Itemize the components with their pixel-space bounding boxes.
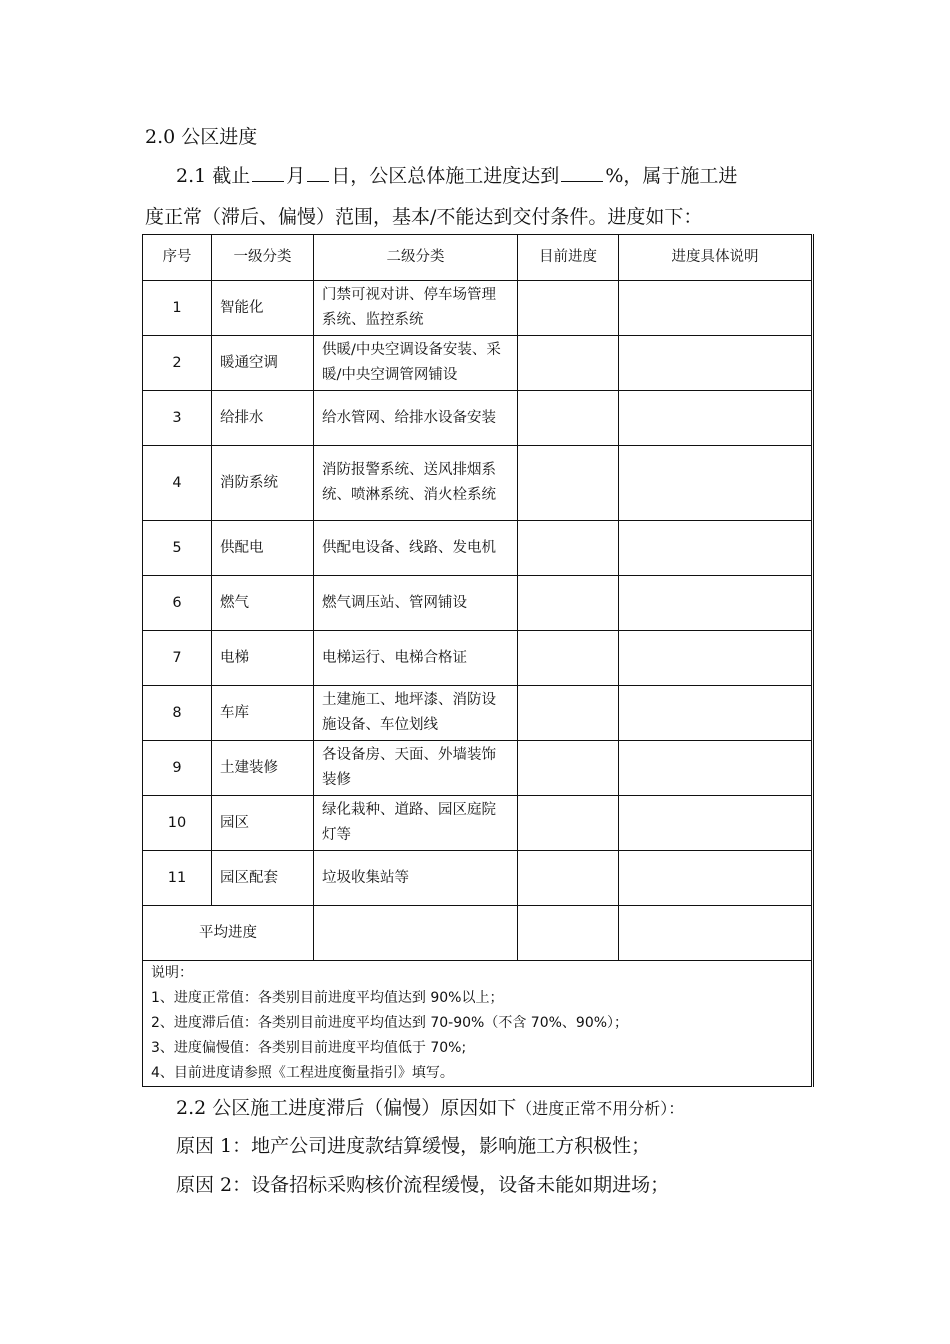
progress-cell[interactable] (518, 851, 619, 906)
paragraph-2-1-line-2: 度正常（滞后、偏慢）范围，基本/不能达到交付条件。进度如下： (145, 206, 703, 228)
progress-cell[interactable] (518, 741, 619, 796)
progress-notes-cell[interactable] (619, 631, 813, 686)
row-cat1: 电梯 (212, 631, 314, 686)
row-cat2: 垃圾收集站等 (314, 851, 518, 906)
table-row (143, 741, 813, 796)
paragraph-2-1-line-1 (176, 161, 737, 188)
row-cat1: 给排水 (212, 391, 314, 446)
progress-cell[interactable] (518, 686, 619, 741)
row-cat2: 给水管网、给排水设备安装 (314, 391, 518, 446)
month-blank[interactable] (252, 162, 284, 182)
progress-cell[interactable] (518, 631, 619, 686)
row-no: 2 (143, 336, 212, 391)
average-notes-cell[interactable] (619, 906, 813, 961)
text-month: 月 (286, 165, 306, 187)
progress-cell[interactable] (518, 576, 619, 631)
row-no: 1 (143, 281, 212, 336)
row-cat1: 消防系统 (212, 446, 314, 521)
header-cat2: 二级分类 (314, 235, 518, 281)
average-row (143, 906, 813, 961)
row-cat2: 电梯运行、电梯合格证 (314, 631, 518, 686)
table-header-row (143, 235, 813, 281)
note-line: 1、进度正常值：各类别目前进度平均值达到 90%以上； (151, 990, 504, 1006)
progress-notes-cell[interactable] (619, 576, 813, 631)
row-no: 7 (143, 631, 212, 686)
row-cat1: 供配电 (212, 521, 314, 576)
row-cat2: 各设备房、天面、外墙装饰装修 (314, 741, 518, 796)
paragraph-2-2-remark: （进度正常不用分析）： (516, 1099, 685, 1118)
note-line: 4、目前进度请参照《工程进度衡量指引》填写。 (151, 1065, 454, 1081)
header-cat1: 一级分类 (212, 235, 314, 281)
row-no: 3 (143, 391, 212, 446)
row-cat1: 土建装修 (212, 741, 314, 796)
row-cat2: 燃气调压站、管网铺设 (314, 576, 518, 631)
header-no: 序号 (143, 235, 212, 281)
average-cat2-cell[interactable] (314, 906, 518, 961)
paragraph-2-2 (176, 1093, 684, 1120)
table-row (143, 686, 813, 741)
row-cat2: 土建施工、地坪漆、消防设施设备、车位划线 (314, 686, 518, 741)
text-cutoff: 截止 (212, 165, 251, 187)
header-progress-notes: 进度具体说明 (619, 235, 813, 281)
table-row (143, 796, 813, 851)
row-cat1: 车库 (212, 686, 314, 741)
progress-notes-cell[interactable] (619, 741, 813, 796)
row-cat1: 燃气 (212, 576, 314, 631)
progress-table (142, 234, 814, 1087)
progress-notes-cell[interactable] (619, 336, 813, 391)
table-row (143, 391, 813, 446)
row-no: 8 (143, 686, 212, 741)
paragraph-number: 2.1 (176, 165, 207, 187)
row-no: 11 (143, 851, 212, 906)
progress-notes-cell[interactable] (619, 851, 813, 906)
row-cat1: 暖通空调 (212, 336, 314, 391)
progress-cell[interactable] (518, 391, 619, 446)
progress-cell[interactable] (518, 446, 619, 521)
day-blank[interactable] (307, 162, 329, 182)
note-line: 2、进度滞后值：各类别目前进度平均值达到 70-90%（不含 70%、90%）； (151, 1015, 629, 1031)
table-row (143, 851, 813, 906)
progress-notes-cell[interactable] (619, 391, 813, 446)
table-row (143, 631, 813, 686)
text-progress: 日，公区总体施工进度达到 (331, 165, 560, 187)
table-row (143, 281, 813, 336)
progress-cell[interactable] (518, 521, 619, 576)
note-title: 说明： (151, 965, 193, 981)
row-no: 4 (143, 446, 212, 521)
progress-notes-cell[interactable] (619, 521, 813, 576)
row-no: 10 (143, 796, 212, 851)
table-notes (143, 961, 813, 1087)
table-row (143, 336, 813, 391)
row-no: 5 (143, 521, 212, 576)
notes-row (143, 961, 813, 1087)
text-status: %，属于施工进 (605, 165, 738, 187)
row-cat2: 门禁可视对讲、停车场管理系统、监控系统 (314, 281, 518, 336)
progress-cell[interactable] (518, 281, 619, 336)
section-heading: 2.0 公区进度 (145, 126, 258, 148)
average-label: 平均进度 (143, 906, 314, 961)
progress-notes-cell[interactable] (619, 446, 813, 521)
row-no: 6 (143, 576, 212, 631)
percent-blank[interactable] (561, 162, 603, 182)
row-cat2: 供暖/中央空调设备安装、采暖/中央空调管网铺设 (314, 336, 518, 391)
progress-notes-cell[interactable] (619, 686, 813, 741)
table-row (143, 446, 813, 521)
progress-notes-cell[interactable] (619, 796, 813, 851)
reason-2: 原因 2：设备招标采购核价流程缓慢，设备未能如期进场； (176, 1174, 670, 1196)
table-row (143, 576, 813, 631)
row-cat2: 供配电设备、线路、发电机 (314, 521, 518, 576)
progress-notes-cell[interactable] (619, 281, 813, 336)
average-progress-cell[interactable] (518, 906, 619, 961)
row-cat1: 园区 (212, 796, 314, 851)
row-cat2: 消防报警系统、送风排烟系统、喷淋系统、消火栓系统 (314, 446, 518, 521)
row-cat1: 园区配套 (212, 851, 314, 906)
progress-cell[interactable] (518, 336, 619, 391)
row-no: 9 (143, 741, 212, 796)
paragraph-2-2-main: 2.2 公区施工进度滞后（偏慢）原因如下 (176, 1097, 517, 1119)
header-current-progress: 目前进度 (518, 235, 619, 281)
row-cat2: 绿化栽种、道路、园区庭院灯等 (314, 796, 518, 851)
row-cat1: 智能化 (212, 281, 314, 336)
reason-1: 原因 1：地产公司进度款结算缓慢，影响施工方积极性； (176, 1135, 651, 1157)
progress-cell[interactable] (518, 796, 619, 851)
note-line: 3、进度偏慢值：各类别目前进度平均值低于 70%; (151, 1040, 467, 1056)
table-row (143, 521, 813, 576)
